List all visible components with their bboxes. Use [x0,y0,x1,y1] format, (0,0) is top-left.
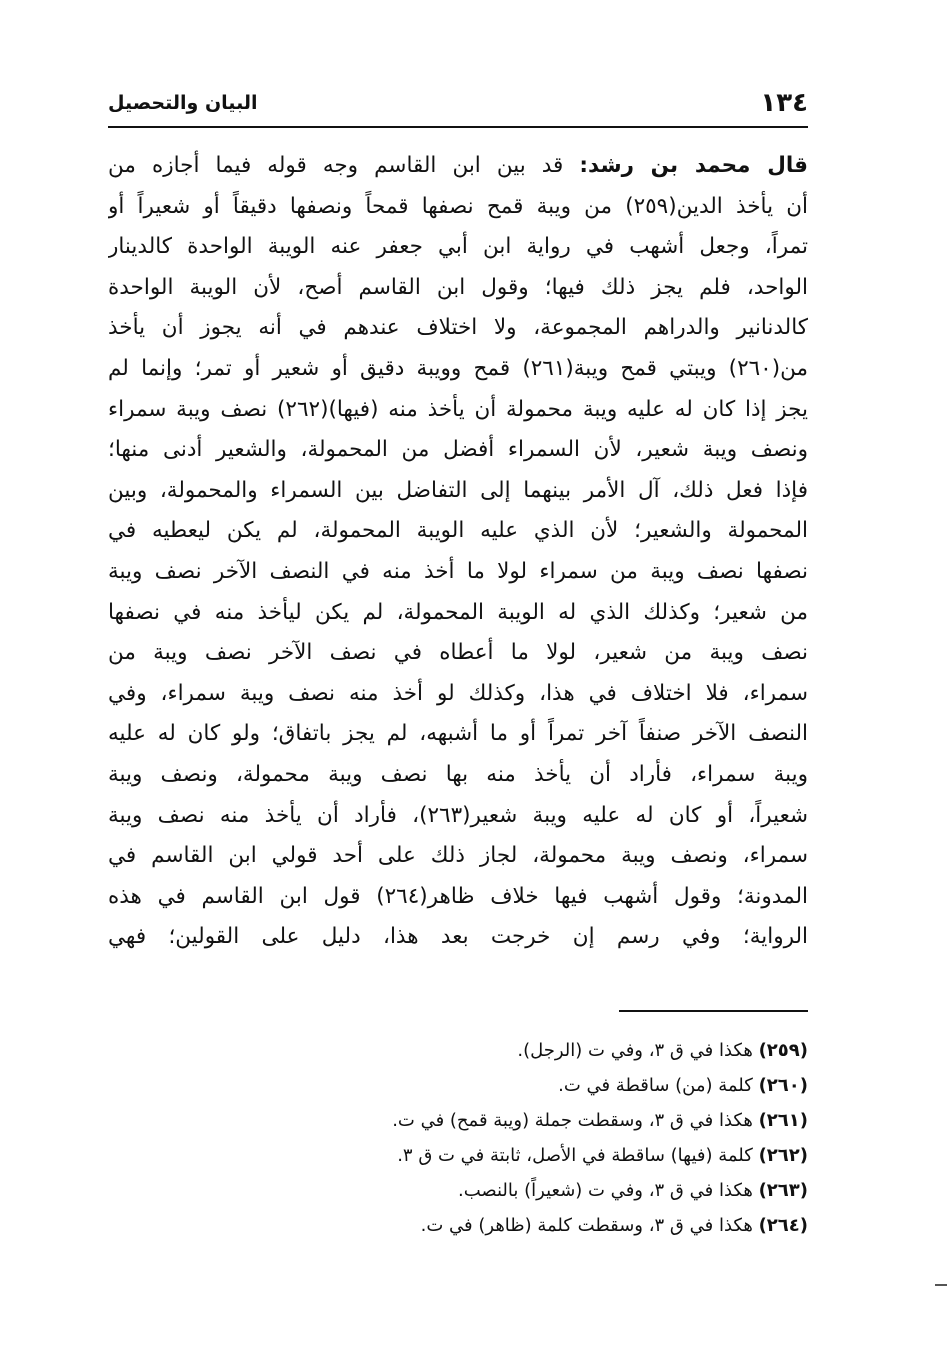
body-text [108,146,808,958]
body-line: سمراء، ونصف ويبة محمولة، لجاز ذلك على أحد قولي ابن القاسم في [108,843,808,869]
header-rule [108,126,808,128]
footnote-number: (٢٦٢) [758,1145,808,1166]
body-line: المحمولة والشعير؛ لأن الذي عليه الويبة المحمولة، لم يكن ليعطيه في [108,518,808,544]
footnote-number: (٢٦٣) [758,1180,808,1201]
lead-phrase: قال محمد بن رشد: [579,153,808,178]
body-line: أن يأخذ الدين(٢٥٩) من ويبة قمح نصفها قمحاً ونصفها دقيقاً أو شعيراً أو [108,193,808,219]
footnote [300,1208,808,1243]
body-line: من شعير؛ وكذلك الذي له الويبة المحمولة، لم يكن ليأخذ منه في نصفها [108,599,808,625]
page-header [108,82,808,126]
footnote-text: هكذا في ق ٣، وسقطت كلمة (ظاهر) في ت. [420,1215,753,1236]
body-line: شعيراً، أو كان له عليه ويبة شعير(٢٦٣)، فأراد أن يأخذ منه نصف ويبة [108,802,808,828]
body-line: نصف ويبة من شعير، لولا ما أعطاه في نصف الآخر نصف ويبة من [108,640,808,666]
footnote-number: (٢٦١) [758,1110,808,1131]
body-line: النصف الآخر صنفاً آخر تمراً أو ما أشبهه، لم يجز باتفاق؛ ولو كان له عليه [108,721,808,747]
body-line-text: قد بين ابن القاسم وجه قوله فيما أجازه من [108,153,564,178]
footnote [300,1033,808,1068]
footnote-text: هكذا في ق ٣، وفي ت (الرجل). [517,1040,753,1061]
body-line: المدونة؛ وقول أشهب فيها خلاف ظاهر(٢٦٤) قول ابن القاسم في هذه [108,883,808,909]
body-line: نصفها نصف ويبة من سمراء لولا ما أخذ منه في النصف الآخر نصف ويبة [108,558,808,584]
footnote-number: (٢٥٩) [758,1040,808,1061]
running-title: البيان والتحصيل [108,92,258,114]
footnote-text: كلمة (فيها) ساقطة في الأصل، ثابتة في ت ق ٣. [397,1145,753,1166]
footnotes [300,1033,808,1243]
body-line [108,146,808,187]
body-line: كالدنانير والدراهم المجموعة، ولا اختلاف عندهم في أنه يجوز أن يأخذ [108,315,808,341]
footnote [300,1138,808,1173]
footnote [300,1173,808,1208]
body-line: الواحد، فلم يجز ذلك فيها؛ وقول ابن القاسم أصح، لأن الويبة الواحدة [108,274,808,300]
footnote-number: (٢٦٤) [758,1215,808,1236]
footnote-number: (٢٦٠) [758,1075,808,1096]
footnote [300,1103,808,1138]
footnote-separator [619,1010,808,1012]
footnote-text: هكذا في ق ٣، وفي ت (شعيراً) بالنصب. [457,1180,753,1201]
body-line: من(٢٦٠) ويبتي قمح ويبة(٢٦١) قمح وويبة دقيق أو شعير أو تمر؛ وإنما لم [108,355,808,381]
footnote-text: هكذا في ق ٣، وسقطت جملة (ويبة قمح) في ت. [392,1110,753,1131]
body-line: ونصف ويبة شعير، لأن السمراء أفضل من المحمولة، والشعير أدنى منها؛ [108,437,808,463]
scan-edge-mark [935,1284,947,1288]
body-line: سمراء، فلا اختلاف في هذا، وكذلك لو أخذ منه نصف ويبة سمراء، وفي [108,680,808,706]
body-line: الرواية؛ وفي رسم إن خرجت بعد هذا، دليل على القولين؛ فهي [108,924,808,950]
body-line: فإذا فعل ذلك، آل الأمر بينهما إلى التفاضل بين السمراء والمحمولة، وبين [108,477,808,503]
body-line: ويبة سمراء، فأراد أن يأخذ منه بها نصف ويبة محمولة، ونصف ويبة [108,761,808,787]
body-line: يجز إذا كان له عليه ويبة محمولة أن يأخذ منه (فيها)(٢٦٢) نصف ويبة سمراء [108,396,808,422]
body-line: تمراً، وجعل أشهب في رواية ابن أبي جعفر عنه الويبة الواحدة كالدينار [108,234,808,260]
page-number: ١٣٤ [760,88,808,118]
footnote [300,1068,808,1103]
footnote-text: كلمة (من) ساقطة في ت. [558,1075,753,1096]
